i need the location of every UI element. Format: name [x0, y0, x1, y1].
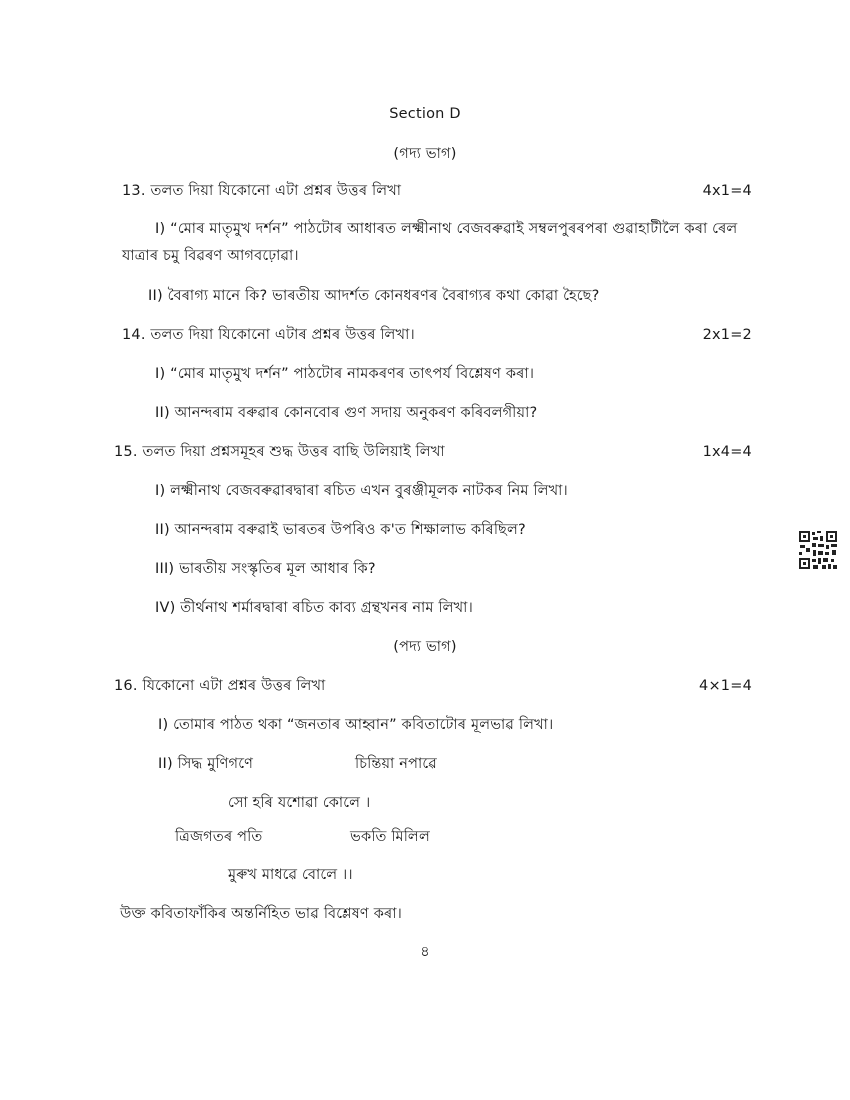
poem-line3-part1: ত্ৰিজগতৰ পতি	[175, 829, 263, 845]
poem-line4: মুৰুখ মাধৱে বোলে ।।	[228, 867, 353, 883]
gadya-heading: (গদ্য ভাগ)	[393, 146, 457, 162]
q15-i: I) লক্ষ্মীনাথ বেজবৰুৱাৰদ্বাৰা ৰচিত এখন বুৰঞ্জীমূলক নাটকৰ নিম লিখা।	[155, 483, 568, 499]
poem-line3-part2: ভকতি মিলিল	[350, 829, 430, 845]
q14-i: I) “মোৰ মাতৃমুখ দৰ্শন” পাঠটোৰ নামকৰণৰ তাৎপৰ্য বিশ্লেষণ কৰা।	[155, 366, 535, 382]
q16-i: I) তোমাৰ পাঠত থকা “জনতাৰ আহ্বান” কবিতাটোৰ মূলভাৱ লিখা।	[158, 717, 554, 733]
poem-line2: সো হৰি যশোৱা কোলে ।	[228, 795, 371, 811]
q13-marks: 4x1=4	[702, 183, 752, 199]
q13-label: 13. তলত দিয়া যিকোনো এটা প্ৰশ্নৰ উত্তৰ লিখা	[122, 183, 402, 199]
q16-label: 16. যিকোনো এটা প্ৰশ্নৰ উত্তৰ লিখা	[114, 678, 326, 694]
poem-line1-part2: চিন্তিয়া নপাৱে	[355, 756, 437, 772]
q13-ii: II) বৈৰাগ্য মানে কি? ভাৰতীয় আদৰ্শত কোনধৰণৰ বৈৰাগ্যৰ কথা কোৱা হৈছে?	[148, 288, 600, 304]
qr-code-icon	[798, 530, 838, 570]
q13-i-line2: যাত্ৰাৰ চমু বিৱৰণ আগবঢ়োৱা।	[122, 248, 299, 264]
q16-ii-prefix: II) সিদ্ধ মুণিগণে	[158, 756, 254, 772]
page-number: ৪	[420, 944, 430, 960]
q15-marks: 1x4=4	[702, 444, 752, 460]
q14-ii: II) আনন্দৰাম বৰুৱাৰ কোনবোৰ গুণ সদায় অনুকৰণ কৰিবলগীয়া?	[155, 405, 538, 421]
q15-iv: IV) তীৰ্থনাথ শৰ্মাৰদ্বাৰা ৰচিত কাব্য গ্ৰন্থখনৰ নাম লিখা।	[155, 600, 473, 616]
q15-ii: II) আনন্দৰাম বৰুৱাই ভাৰতৰ উপৰিও ক'ত শিক্ষালাভ কৰিছিল?	[155, 522, 526, 538]
q15-label: 15. তলত দিয়া প্ৰশ্নসমূহৰ শুদ্ধ উত্তৰ বাছি উলিয়াই লিখা	[114, 444, 445, 460]
q16-closing: উক্ত কবিতাফাঁকিৰ অন্তৰ্নিহিত ভাৱ বিশ্লেষণ কৰা।	[120, 906, 402, 922]
q16-marks: 4×1=4	[699, 678, 752, 694]
section-title: Section D	[389, 106, 461, 122]
q13-i-line1: I) “মোৰ মাতৃমুখ দৰ্শন” পাঠটোৰ আধাৰত লক্ষ্মীনাথ বেজবৰুৱাই সম্বলপুৰৰপৰা গুৱাহাটীলৈ কৰা ৰেল	[155, 221, 738, 237]
q14-marks: 2x1=2	[702, 327, 752, 343]
q14-label: 14. তলত দিয়া যিকোনো এটাৰ প্ৰশ্নৰ উত্তৰ লিখা।	[122, 327, 415, 343]
q15-iii: III) ভাৰতীয় সংস্কৃতিৰ মূল আধাৰ কি?	[155, 561, 376, 577]
padya-heading: (পদ্য ভাগ)	[393, 639, 457, 655]
